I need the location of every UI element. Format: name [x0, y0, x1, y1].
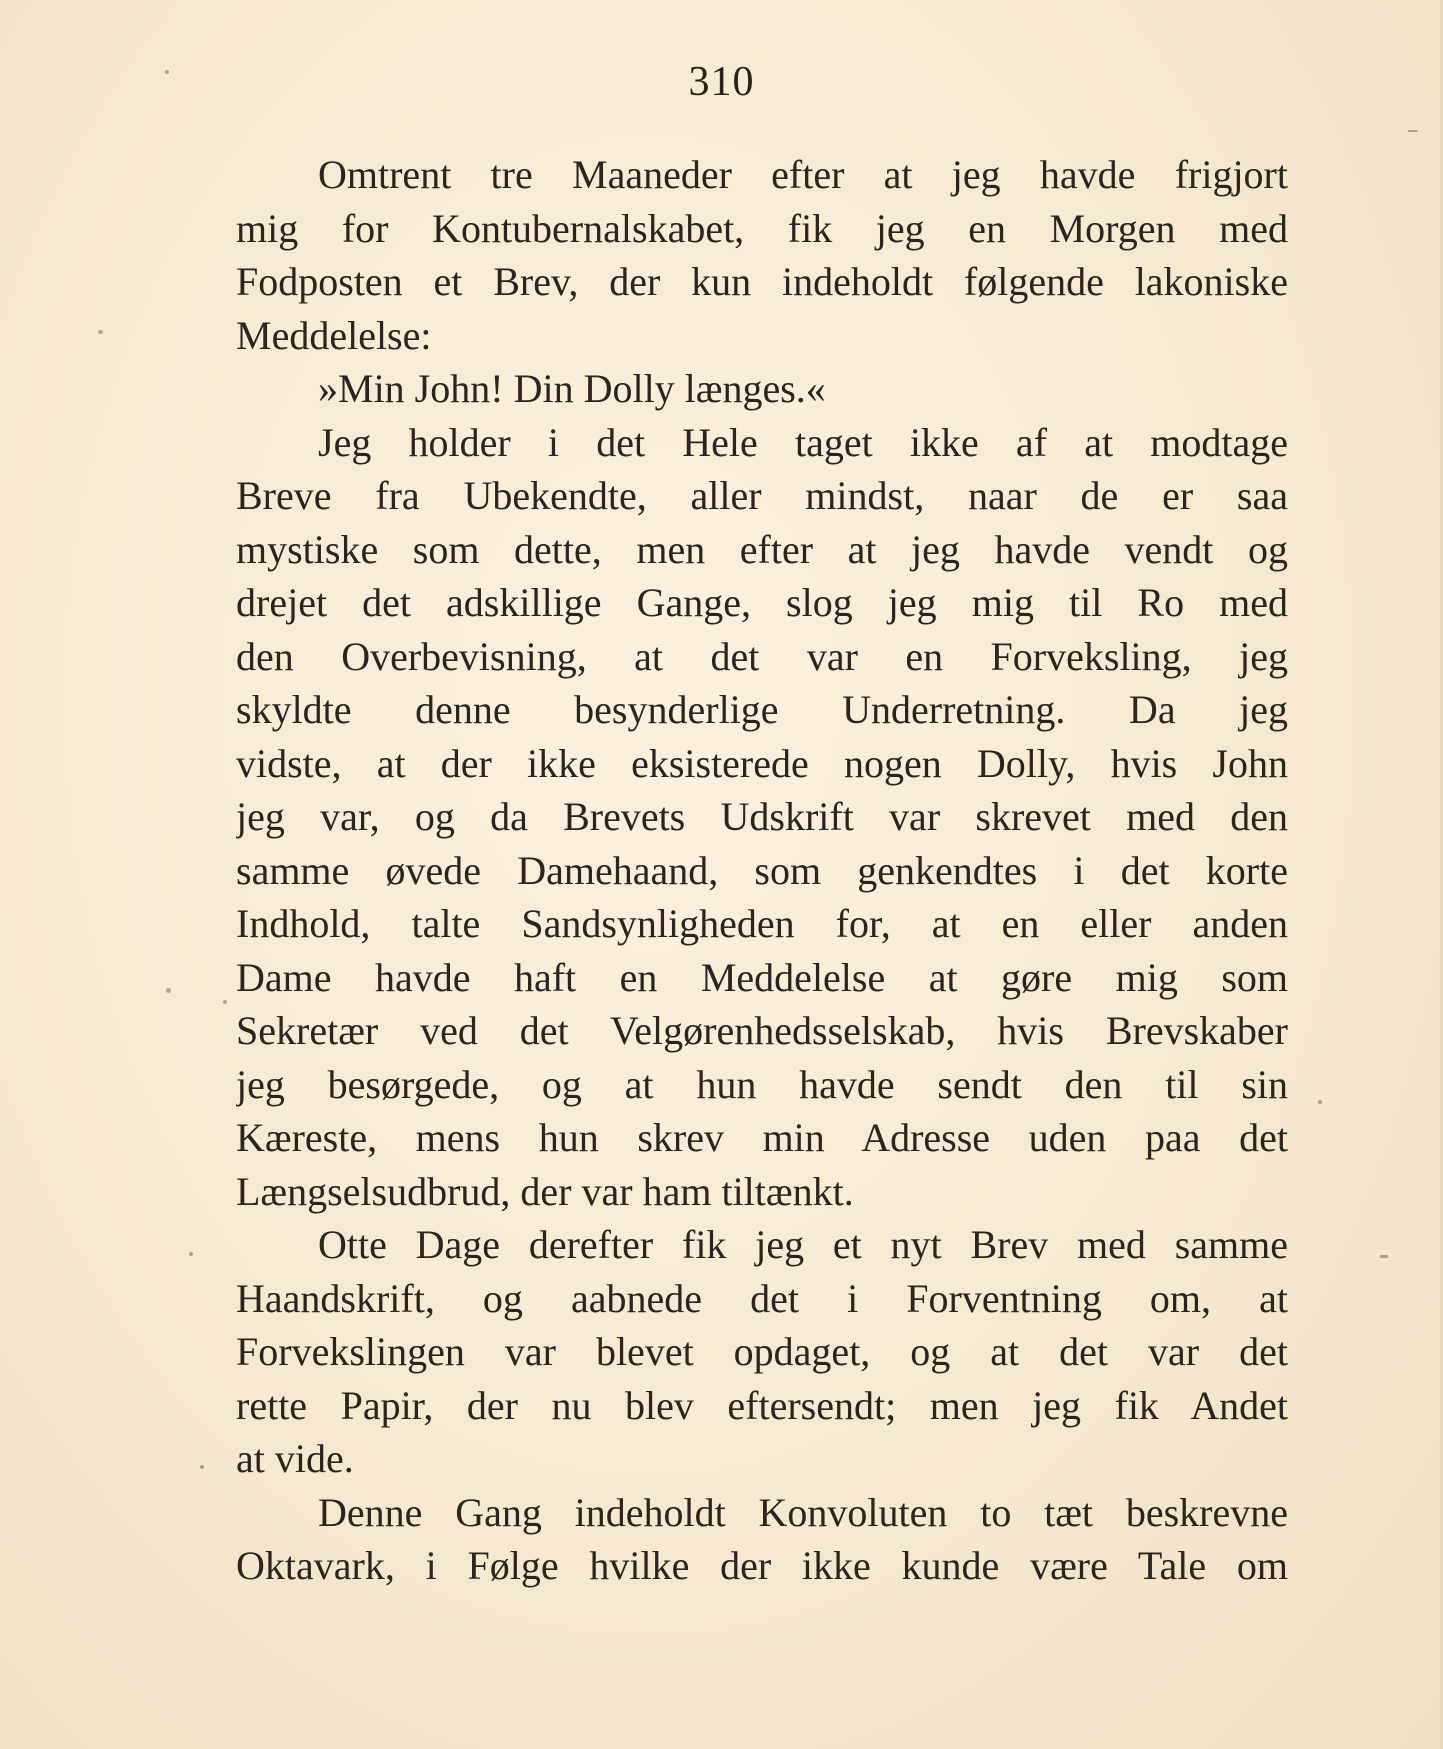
- text-line: Haandskrift, og aabnede det i Forventning om, at: [236, 1275, 1288, 1321]
- text-line: Omtrent tre Maaneder efter at jeg havde frigjort: [318, 152, 1288, 197]
- text-line: rette Papir, der nu blev eftersendt; men jeg fik Andet: [236, 1382, 1288, 1428]
- paper-speck: [200, 1465, 204, 1469]
- paper-speck: [223, 1000, 227, 1004]
- text-line: Oktavark, i Følge hvilke der ikke kunde være Tale om: [236, 1543, 1288, 1588]
- page-number: 310: [688, 59, 755, 105]
- body-text: [236, 148, 1288, 1593]
- text-line: mig for Kontubernalskabet, fik jeg en Morgen med: [236, 205, 1288, 251]
- paper-speck: [1380, 1255, 1388, 1258]
- text-line: Breve fra Ubekendte, aller mindst, naar de er saa: [236, 473, 1288, 518]
- text-line: Længselsudbrud, der var ham tiltænkt.: [236, 1168, 854, 1214]
- paper-speck: [166, 988, 171, 993]
- text-line: Kæreste, mens hun skrev min Adresse uden paa det: [236, 1115, 1288, 1160]
- text-line: Meddelelse:: [236, 312, 432, 358]
- text-line: at vide.: [236, 1436, 354, 1481]
- text-line: Sekretær ved det Velgørenhedsselskab, hvis Brevskaber: [236, 1008, 1288, 1053]
- text-line: vidste, at der ikke eksisterede nogen Dolly, hvis John: [236, 740, 1288, 786]
- paper-speck: [1408, 130, 1418, 132]
- text-line: den Overbevisning, at det var en Forveksling, jeg: [236, 633, 1288, 679]
- text-line: samme øvede Damehaand, som genkendtes i det korte: [236, 847, 1288, 893]
- text-line: Denne Gang indeholdt Konvoluten to tæt beskrevne: [318, 1489, 1288, 1535]
- text-line: jeg besørgede, og at hun havde sendt den til sin: [236, 1061, 1288, 1107]
- paper-speck: [165, 70, 169, 74]
- text-line: Dame havde haft en Meddelelse at gøre mig som: [236, 954, 1288, 1000]
- text-line: Jeg holder i det Hele taget ikke af at modtage: [318, 419, 1288, 465]
- text-line: skyldte denne besynderlige Underretning. Da jeg: [236, 687, 1288, 732]
- paper-speck: [189, 1252, 193, 1256]
- text-line: jeg var, og da Brevets Udskrift var skrevet med den: [236, 794, 1288, 839]
- text-line: Forvekslingen var blevet opdaget, og at det var det: [236, 1329, 1288, 1374]
- text-line: Indhold, talte Sandsynligheden for, at en eller anden: [236, 901, 1288, 946]
- text-line: Fodposten et Brev, der kun indeholdt følgende lakoniske: [236, 259, 1288, 304]
- text-line: drejet det adskillige Gange, slog jeg mig til Ro med: [236, 580, 1288, 625]
- paper-speck: [1318, 1100, 1322, 1104]
- text-line: »Min John! Din Dolly længes.«: [318, 366, 826, 411]
- paper-speck: [98, 330, 103, 334]
- text-line: Otte Dage derefter fik jeg et nyt Brev med samme: [318, 1222, 1288, 1267]
- text-line: mystiske som dette, men efter at jeg havde vendt og: [236, 526, 1288, 572]
